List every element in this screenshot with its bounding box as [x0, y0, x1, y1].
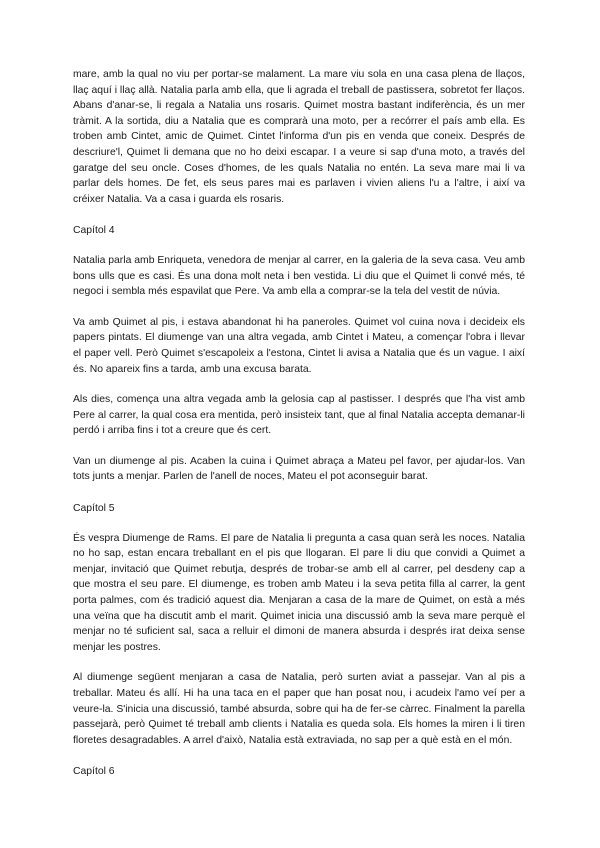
- document-body: [73, 67, 525, 794]
- paragraph: Van un diumenge al pis. Acaben la cuina i Quimet abraça a Mateu pel favor, per ajudar-los. Van tots junts a menjar. Parlen de l'anell de noces, Mateu el pot aconseguir barat.: [73, 455, 525, 483]
- paragraph: Als dies, comença una altra vegada amb la gelosia cap al pastisser. I després que l'ha vist amb Pere al carrer, la qual cosa era mentida, però insisteix tant, que al final Natalia accepta demanar-li perdó i arriba fins i tot a creure que és cert.: [73, 394, 525, 437]
- chapter-heading-6: Capítol 6: [73, 766, 115, 778]
- chapter-heading-5: Capítol 5: [73, 503, 115, 515]
- paragraph: És vespra Diumenge de Rams. El pare de Natalia li pregunta a casa quan serà les noces. Natalia no ho sap, estan encara treballant en el pis que llogaran. El pare li diu que convidi a Quimet a menjar, invitació que Quimet rebutja, després de trobar-se amb ell al carrer, pel desdeny cap a que mostra el seu pare. El diumenge, es troben amb Mateu i la seva petita filla al carrer, la gent porta palmes, com és tradició aquest dia. Menjaran a casa de la mare de Quimet, on està a més una veïna que ha discutit amb el marit. Quimet inicia una discussió amb la seva mare perquè el menjar no té suficient sal, saca a relluir el dimoni de manera absurda i després irat deixa sense menjar les postres.: [73, 532, 525, 653]
- paragraph: Va amb Quimet al pis, i estava abandonat hi ha paneroles. Quimet vol cuina nova i decideix els papers pintats. El diumenge van una altra vegada, amb Cintet i Mateu, a començar l'obra i llevar el paper vell. Però Quimet s'escapoleix a l'estona, Cintet li avisa a Natalia que és un vague. I així és. No apareix fins a tarda, amb una excusa barata.: [73, 316, 525, 375]
- paragraph: Al diumenge següent menjaran a casa de Natalia, però surten aviat a passejar. Van al pis a treballar. Mateu és allí. Hi ha una taca en el paper que han posat nou, i acudeix l'amo veí per a veure-la. S'inicia una discussió, també absurda, sobre qui ha de fer-se càrrec. Finalment la parella passejarà, però Quimet té treball amb clients i Natalia es queda sola. Els homes la miren i li tiren floretes desagradables. A arrel d'això, Natalia està extraviada, no sap per a què està en el món.: [73, 672, 525, 746]
- paragraph: Natalia parla amb Enriqueta, venedora de menjar al carrer, en la galeria de la seva casa. Veu amb bons ulls que es casi. És una dona molt neta i ben vestida. Li diu que el Quimet li convé més, té negoci i sembla més espavilat que Pere. Va amb ella a comprar-se la tela del vestit de núvia.: [73, 254, 525, 298]
- chapter-heading-4: Capítol 4: [73, 225, 115, 237]
- paragraph-opening: mare, amb la qual no viu per portar-se malament. La mare viu sola en una casa plena de llaços, llaç aquí i llaç allà. Natalia parla amb ella, que li agrada el treball de pastissera, sobretot fer llaços. Abans d'anar-se, li regala a Natalia uns rosaris. Quimet mostra bastant indiferència, és un mer tràmit. A la sortida, diu a Natalia que es comprarà una moto, per a recórrer el país amb ella. Es troben amb Cintet, amic de Quimet. Cintet l'informa d'un pis en venda que coneix. Després de descriure'l, Quimet li demana que no ho deixi escapar. I a veure si sap d'una moto, a través del garatge del seu oncle. Coses d'homes, de les quals Natalia no entén. La seva mare mai li va parlar dels homes. De fet, els seus pares mai es parlaven i vivien aliens l'u a l'altre, i així va créixer Natalia. Va a casa i guarda els rosaris.: [73, 69, 525, 205]
